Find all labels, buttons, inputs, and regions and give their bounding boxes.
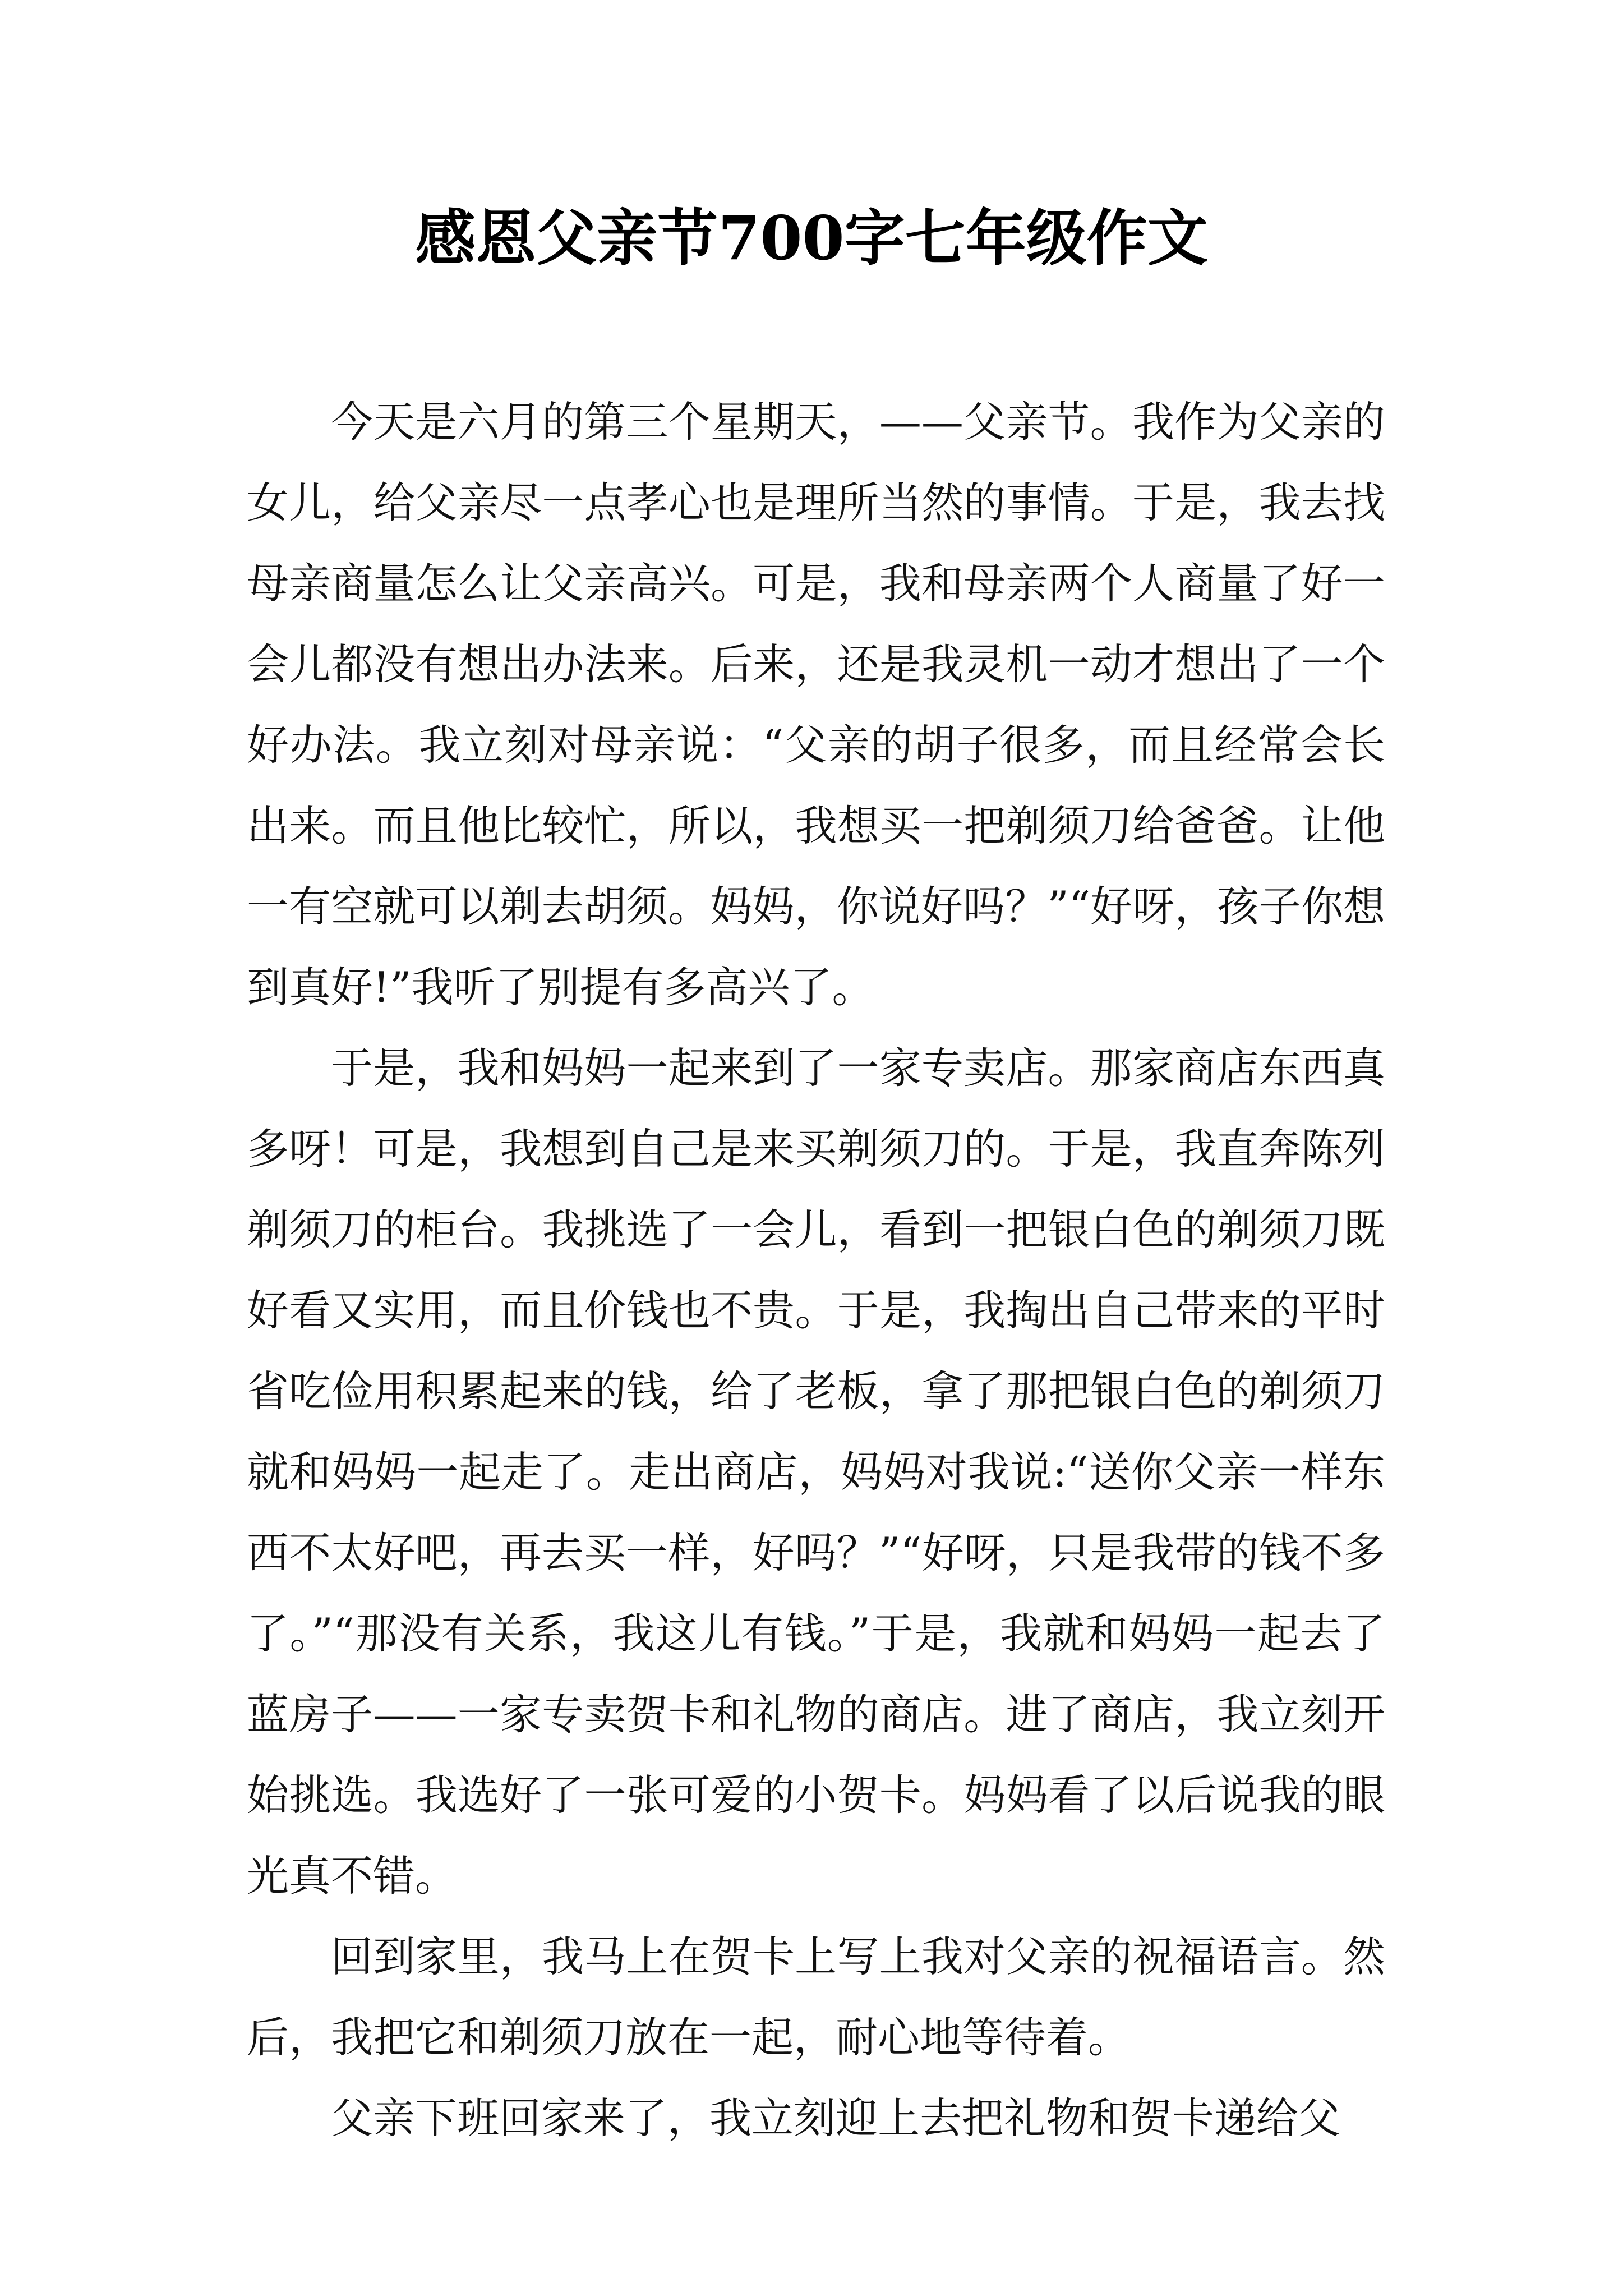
paragraph-2: 于是，我和妈妈一起来到了一家专卖店。那家商店东西真多呀！可是，我想到自己是来买剃须刀的。于是，我直奔陈列剃须刀的柜台。我挑选了一会儿，看到一把银白色的剃须刀既好看又实用，而且价钱也不贵。于是，我掏出自己带来的平时省吃俭用积累起来的钱，给了老板，拿了那把银白色的剃须刀就和妈妈一起走了。走出商店，妈妈对我说:“送你父亲一样东西不太好吧，再去买一样，好吗？”“好呀，只是我带的钱不多了。”“那没有关系，我这儿有钱。”于是，我就和妈妈一起去了蓝房子——一家专卖贺卡和礼物的商店。进了商店，我立刻开始挑选。我选好了一张可爱的小贺卡。妈妈看了以后说我的眼光真不错。 [247, 1043, 1385, 1901]
document-body [247, 381, 1385, 2159]
document-title: 感恩父亲节700字七年级作文 [415, 203, 1208, 274]
paragraph-3: 回到家里，我马上在贺卡上写上我对父亲的祝福语言。然后，我把它和剃须刀放在一起，耐心地等待着。 [247, 1932, 1385, 2062]
paragraph-4: 父亲下班回家来了，我立刻迎上去把礼物和贺卡递给父 [331, 2093, 1341, 2143]
paragraph-1: 今天是六月的第三个星期天，——父亲节。我作为父亲的女儿，给父亲尽一点孝心也是理所当然的事情。于是，我去找母亲商量怎么让父亲高兴。可是，我和母亲两个人商量了好一会儿都没有想出办法来。后来，还是我灵机一动才想出了一个好办法。我立刻对母亲说：“父亲的胡子很多，而且经常会长出来。而且他比较忙，所以，我想买一把剃须刀给爸爸。让他一有空就可以剃去胡须。妈妈，你说好吗？”“好呀，孩子你想到真好!”我听了别提有多高兴了。 [247, 397, 1385, 1012]
